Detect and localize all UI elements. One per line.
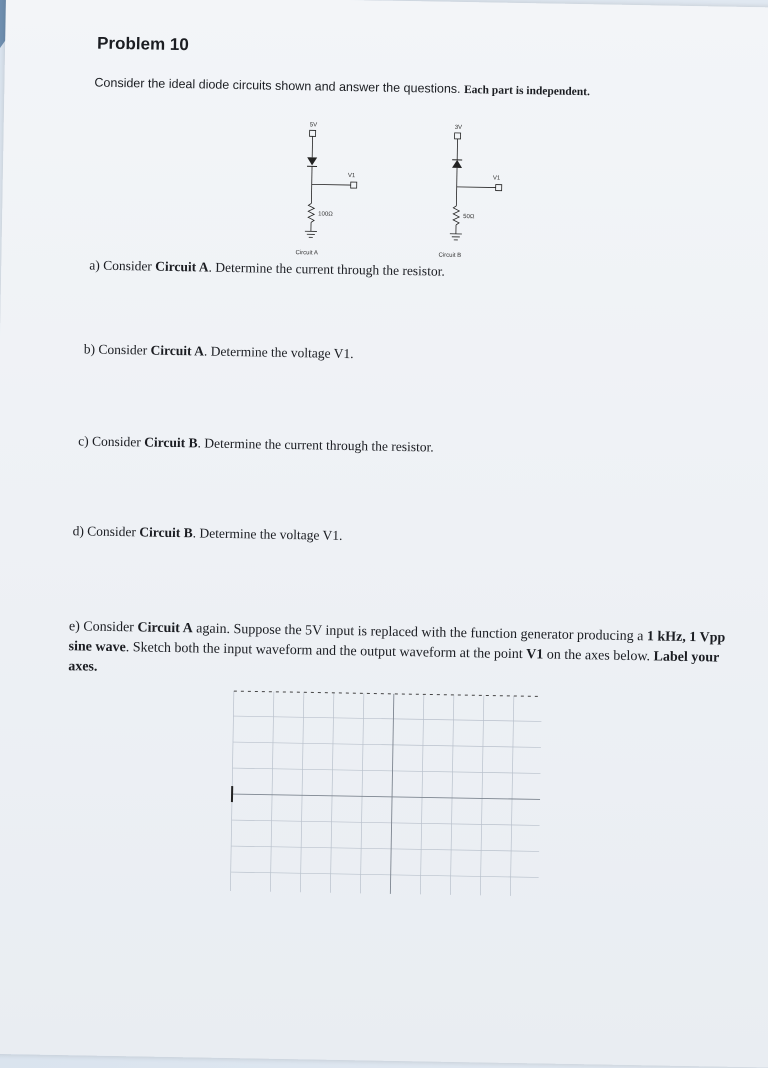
question-b-prefix: b) Consider — [84, 341, 148, 357]
grid-center-line — [232, 794, 540, 799]
grid-line — [233, 768, 541, 773]
question-a-circuit: Circuit A — [155, 259, 209, 275]
circuit-b-node-wire — [457, 187, 496, 188]
circuit-b-source-terminal — [455, 133, 461, 139]
circuit-b-resistor-label: 50Ω — [463, 214, 475, 220]
question-e-text-2: . Sketch both the input waveform and the output waveform at the point — [126, 640, 523, 662]
circuit-a-resistor-icon — [308, 203, 314, 222]
grid-line — [231, 846, 539, 851]
waveform-answer-grid[interactable] — [220, 686, 544, 904]
question-b — [84, 341, 354, 362]
problem-title: Problem 10 — [97, 34, 189, 56]
circuit-a-source-terminal — [310, 130, 316, 136]
grid-line — [360, 693, 363, 893]
question-d-text: . Determine the voltage V1. — [193, 525, 343, 543]
grid-line — [510, 696, 513, 896]
circuit-b-caption: Circuit B — [438, 253, 461, 259]
question-e-emphasis: Label your axes. — [68, 649, 719, 674]
circuit-a-diagram — [291, 117, 383, 259]
question-d-circuit: Circuit B — [139, 524, 193, 540]
intro-bold: Each part is independent. — [464, 84, 590, 98]
question-e-frequency: 1 kHz, 1 Vpp sine wave — [68, 629, 725, 655]
circuit-a-node-wire — [312, 184, 351, 185]
grid-line — [450, 695, 453, 895]
grid-center-line — [390, 694, 393, 894]
question-e-circuit: Circuit A — [137, 620, 193, 636]
question-d — [72, 523, 342, 544]
grid-line — [233, 742, 541, 747]
grid-line — [420, 694, 423, 894]
question-e — [68, 617, 729, 689]
grid-line — [330, 693, 333, 893]
grid-line — [270, 692, 273, 892]
question-a — [89, 257, 445, 279]
question-e-text-1: again. Suppose the 5V input is replaced with the function generator producing a — [193, 621, 644, 644]
circuit-b-diagram — [436, 120, 528, 262]
circuit-a-wire — [311, 166, 312, 203]
problem-intro — [94, 76, 590, 99]
circuit-a-caption: Circuit A — [295, 250, 317, 256]
circuit-b-diode-icon — [452, 160, 462, 168]
question-b-circuit: Circuit A — [150, 343, 204, 359]
circuit-b-node-label: V1 — [493, 176, 501, 182]
circuit-a-resistor-label: 100Ω — [318, 211, 333, 217]
circuit-b-resistor-icon — [453, 206, 459, 225]
grid-line — [233, 716, 541, 721]
grid-line — [300, 692, 303, 892]
question-e-prefix: e) Consider — [69, 619, 134, 635]
question-e-node: V1 — [526, 647, 543, 662]
grid-line — [231, 872, 539, 877]
grid-line — [232, 820, 540, 825]
question-b-text: . Determine the voltage V1. — [204, 344, 354, 362]
circuit-a-node-label: V1 — [348, 173, 356, 179]
question-c-text: . Determine the current through the resistor. — [197, 435, 433, 454]
circuit-b-node-terminal — [496, 185, 502, 191]
intro-text: Consider the ideal diode circuits shown and answer the questions. — [94, 76, 460, 96]
circuit-b-source-label: 3V — [455, 125, 462, 131]
question-c — [78, 433, 434, 455]
circuit-a-diode-icon — [307, 157, 317, 165]
question-a-text: . Determine the current through the resistor. — [208, 260, 444, 279]
question-a-prefix: a) Consider — [89, 257, 152, 273]
question-c-prefix: c) Consider — [78, 433, 141, 449]
circuit-a-source-label: 5V — [310, 122, 317, 128]
grid-line — [480, 695, 483, 895]
grid-top-border — [234, 691, 542, 696]
question-e-text-3: on the axes below. — [543, 647, 650, 664]
question-c-circuit: Circuit B — [144, 434, 198, 450]
circuit-a-node-terminal — [351, 182, 357, 188]
question-d-prefix: d) Consider — [73, 523, 137, 539]
